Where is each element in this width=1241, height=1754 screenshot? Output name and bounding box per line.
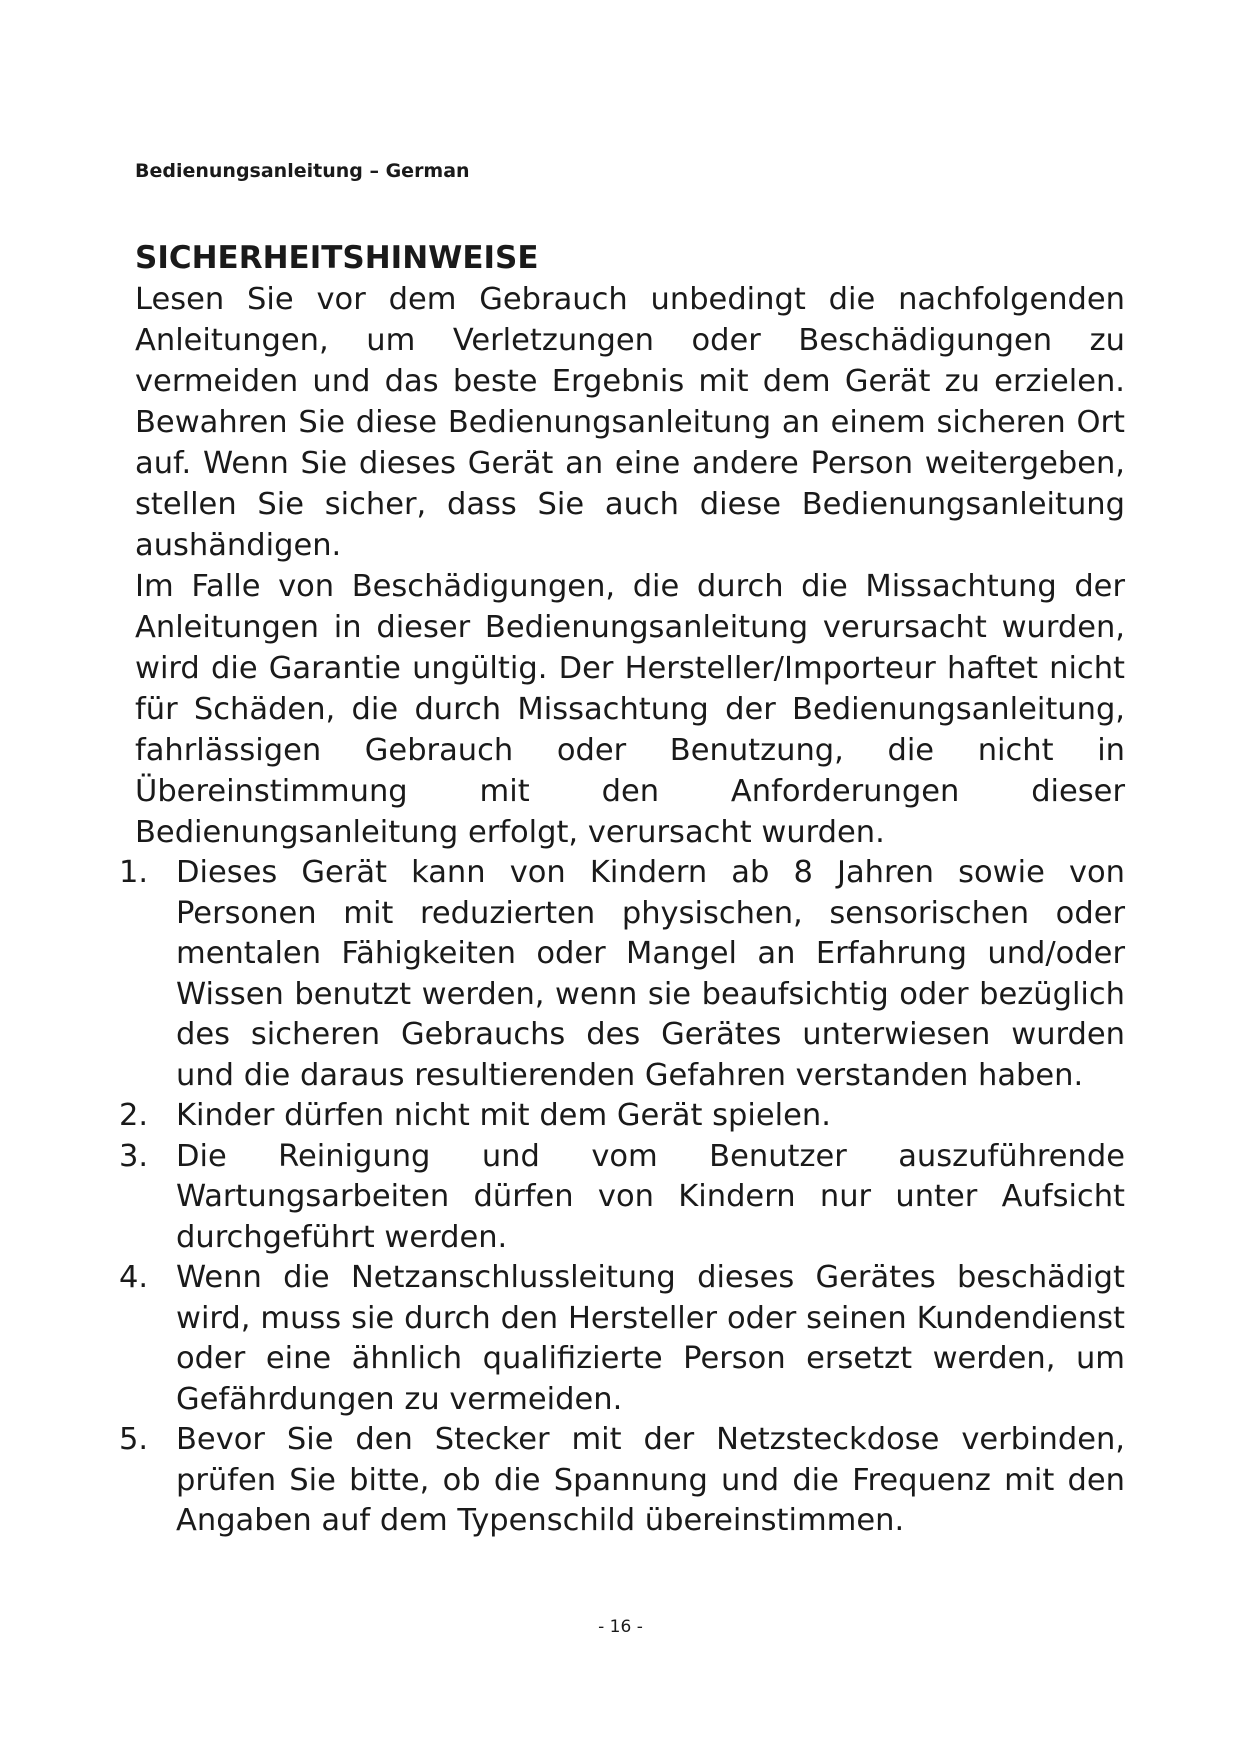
list-item — [119, 1096, 1125, 1137]
list-item — [119, 1137, 1125, 1259]
list-item-text: Kinder dürfen nicht mit dem Gerät spielen. — [176, 1098, 831, 1133]
warranty-paragraph: Im Falle von Beschädigungen, die durch die Missachtung der Anleitungen in dieser Bedienungsanleitung verursacht wurden, wird die Garantie ungültig. Der Hersteller/Importeur haftet nicht für Schäden, die durch Missachtung der Bedienungsanleitung, fahrlässigen Gebrauch oder Benutzung, die nicht in Übereinstimmung mit den Anforderungen dieser Bedienungsanleitung erfolgt, verursacht wurden. — [135, 569, 1125, 850]
list-item-number: 5. — [119, 1422, 149, 1457]
list-item-number: 4. — [119, 1260, 149, 1295]
list-item-number: 1. — [119, 855, 149, 890]
list-item — [119, 1420, 1125, 1542]
list-item-number: 3. — [119, 1138, 149, 1174]
list-item-number: 2. — [119, 1098, 149, 1133]
section-title: SICHERHEITSHINWEISE — [135, 240, 539, 276]
list-item-text: Bevor Sie den Stecker mit der Netzsteckdose verbinden, prüfen Sie bitte, ob die Spannung und die Frequenz mit den Angaben auf dem Typenschild übereinstimmen. — [176, 1422, 1125, 1538]
safety-section — [119, 238, 1125, 1542]
intro-paragraph: Lesen Sie vor dem Gebrauch unbedingt die nachfolgenden Anleitungen, um Verletzungen oder Beschädigungen zu vermeiden und das beste Ergebnis mit dem Gerät zu erzielen. Bewahren Sie diese Bedienungsanleitung an einem sicheren Ort auf. Wenn Sie dieses Gerät an eine andere Person weitergeben, stellen Sie sicher, dass Sie auch diese Bedienungsanleitung aushändigen. — [135, 282, 1125, 563]
list-item-text: Wenn die Netzanschlussleitung dieses Gerätes beschädigt wird, muss sie durch den Hersteller oder seinen Kundendienst oder eine ähnlich qualifizierte Person ersetzt werden, um Gefährdungen zu vermeiden. — [176, 1260, 1125, 1417]
safety-list — [119, 853, 1125, 1542]
page-number: - 16 - — [598, 1617, 643, 1637]
list-item-text: Dieses Gerät kann von Kindern ab 8 Jahren sowie von Personen mit reduzierten physischen, sensorischen oder mentalen Fähigkeiten oder Mangel an Erfahrung und/oder Wissen benutzt werden, wenn sie beaufsichtig oder bezüglich des sicheren Gebrauchs des Gerätes unterwiesen wurden und die daraus resultierenden Gefahren verstanden haben. — [176, 855, 1125, 1093]
list-item-text: Die Reinigung und vom Benutzer auszuführende Wartungsarbeiten dürfen von Kindern nur unter Aufsicht durchgeführt werden. — [176, 1138, 1125, 1255]
document-header-label: Bedienungsanleitung – German — [135, 160, 470, 182]
list-item — [119, 1258, 1125, 1420]
list-item — [119, 853, 1125, 1096]
